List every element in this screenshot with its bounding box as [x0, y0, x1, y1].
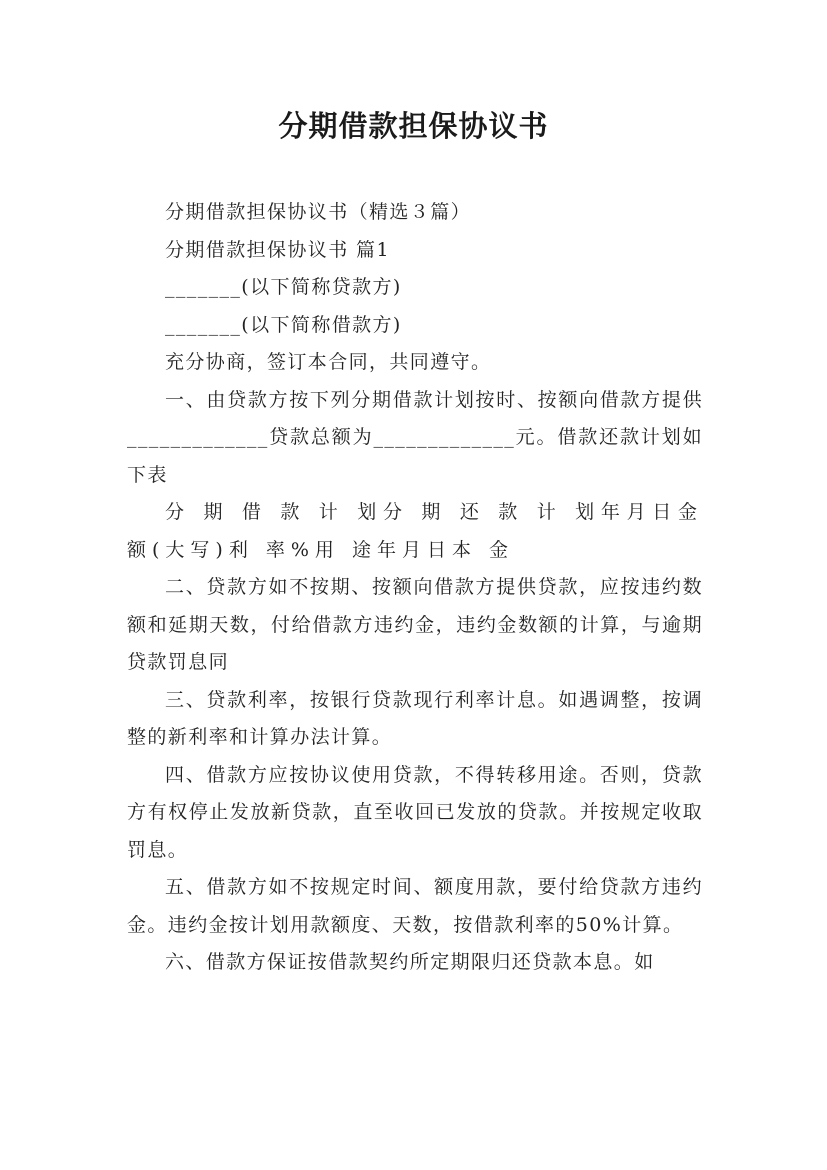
document-body — [127, 194, 703, 982]
paragraph-clause-2: 二、贷款方如不按期、按额向借款方提供贷款，应按违约数额和延期天数，付给借款方违约金，违约金数额的计算，与逾期贷款罚息同 — [127, 576, 703, 673]
paragraph-clause-5: 五、借款方如不按规定时间、额度用款，要付给贷款方违约金。违约金按计划用款额度、天数，按借款利率的50%计算。 — [127, 876, 703, 936]
paragraph-lender-blank: _______(以下简称贷款方) — [165, 276, 402, 298]
paragraph-clause-1: 一、由贷款方按下列分期借款计划按时、按额向借款方提供_____________贷款总额为_____________元。借款还款计划如下表 — [127, 388, 703, 486]
paragraph-clause-4: 四、借款方应按协议使用贷款，不得转移用途。否则，贷款方有权停止发放新贷款，直至收回已发放的贷款。并按规定收取罚息。 — [127, 763, 703, 861]
paragraph-clause-3: 三、贷款利率，按银行贷款现行利率计息。如遇调整，按调整的新利率和计算办法计算。 — [127, 688, 703, 748]
document-title: 分期借款担保协议书 — [278, 109, 549, 143]
paragraph-subtitle: 分期借款担保协议书（精选３篇） — [165, 201, 472, 223]
paragraph-clause-6: 六、借款方保证按借款契约所定期限归还贷款本息。如 — [165, 951, 655, 973]
paragraph-section-heading: 分期借款担保协议书 篇1 — [165, 238, 390, 261]
paragraph-plan-table: 分 期 借 款 计 划分 期 还 款 计 划年月日金额(大写)利 率%用 途年月日本 金 — [127, 501, 703, 561]
paragraph-borrower-blank: _______(以下简称借款方) — [165, 313, 402, 336]
paragraph-agreement: 充分协商，签订本合同，共同遵守。 — [165, 351, 492, 373]
